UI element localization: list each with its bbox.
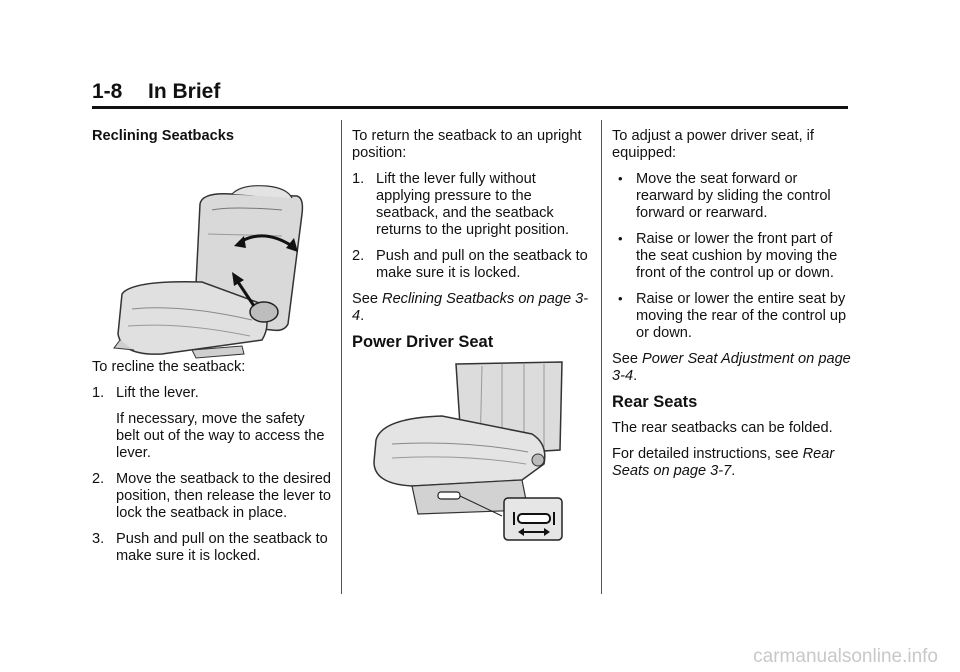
recline-intro: To recline the seatback:: [92, 359, 246, 375]
reclining-seat-figure: [92, 154, 332, 359]
rear-seats-details: For detailed instructions, see Rear Seats on page 3-7.: [612, 446, 835, 479]
rear-seats-heading: Rear Seats: [612, 393, 698, 411]
column-divider-2: [601, 120, 602, 594]
power-seat-bullet-1: • Move the seat forward or rearward by sliding the control forward or rearward.: [618, 171, 831, 221]
column-3: [612, 128, 852, 489]
upright-intro: To return the seatback to an upright position:: [352, 128, 582, 161]
header-rule: [92, 106, 848, 109]
upright-step-1: 1. Lift the lever fully without applying pressure to the seatback, and the seatback returns to the upright position.: [352, 171, 570, 238]
page-header: [92, 80, 220, 104]
column-divider-1: [341, 120, 342, 594]
power-seat-page-ref[interactable]: Power Seat Adjustment on page 3-4: [612, 351, 851, 384]
section-title: In Brief: [148, 80, 221, 103]
reclining-see-also: See Reclining Seatbacks on page 3-4.: [352, 291, 589, 324]
power-seat-bullet-3: • Raise or lower the entire seat by moving the rear of the control up or down.: [618, 291, 847, 341]
upright-step-2: 2. Push and pull on the seatback to make sure it is locked.: [352, 248, 588, 281]
recline-step-1: 1. Lift the lever.: [92, 385, 199, 401]
recline-step-2: 2. Move the seatback to the desired position, then release the lever to lock the seatback in place.: [92, 471, 331, 521]
power-seat-see-also: See Power Seat Adjustment on page 3-4.: [612, 351, 851, 384]
column-2: [352, 128, 592, 550]
bullet-icon: •: [618, 171, 623, 186]
reclining-heading: Reclining Seatbacks: [92, 128, 234, 144]
section-number: 1-8: [92, 80, 123, 103]
reclining-page-ref[interactable]: Reclining Seatbacks on page 3-4: [352, 291, 589, 324]
bullet-icon: •: [618, 291, 623, 306]
rear-seats-para: The rear seatbacks can be folded.: [612, 420, 833, 436]
power-seat-figure: [352, 360, 592, 550]
rear-seats-page-ref[interactable]: Rear Seats on page 3-7: [612, 446, 835, 479]
column-1: [92, 128, 332, 574]
recline-step-3: 3. Push and pull on the seatback to make sure it is locked.: [92, 531, 328, 564]
recline-note: If necessary, move the safety belt out of the way to access the lever.: [116, 411, 325, 461]
bullet-icon: •: [618, 231, 623, 246]
power-seat-bullet-2: • Raise or lower the front part of the seat cushion by moving the front of the control up or down.: [618, 231, 838, 281]
watermark: carmanualsonline.info: [753, 646, 938, 667]
power-seat-intro: To adjust a power driver seat, if equipped:: [612, 128, 814, 161]
power-seat-heading: Power Driver Seat: [352, 333, 494, 351]
